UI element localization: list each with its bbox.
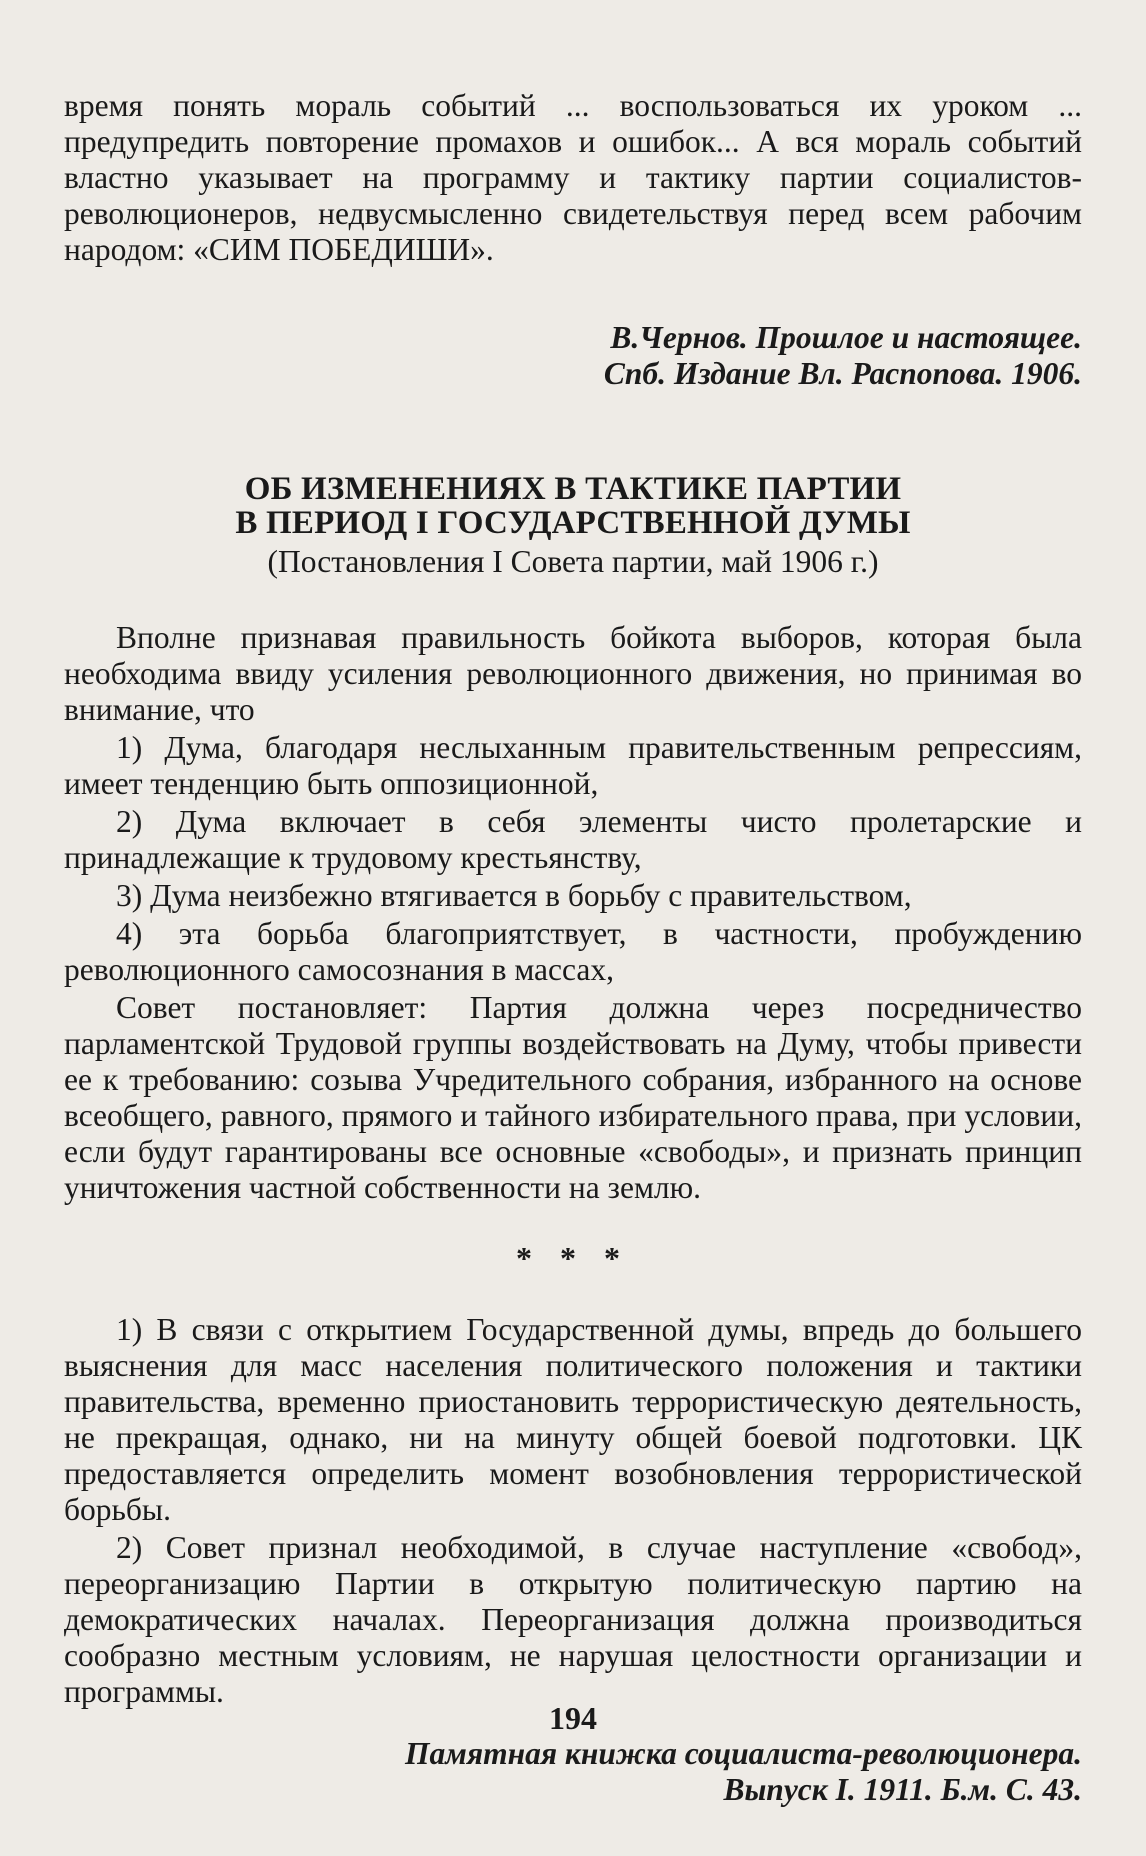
paragraph-after-2: 2) Совет признал необходимой, в случае наступление «свобод», переорганизацию Партии в открытую политическую партию на демократических началах. Переорганизация должна производиться сообразно местным условиям, не нарушая целостности организации и программы. — [64, 1530, 1082, 1709]
resolution-body — [64, 620, 1082, 1206]
paragraph-point-2: 2) Дума включает в себя элементы чисто пролетарские и принадлежащие к трудовому крестьянству, — [64, 804, 1082, 875]
paragraph-resolution: Совет постановляет: Партия должна через посредничество парламентской Трудовой группы воздействовать на Думу, чтобы привести ее к требованию: созыва Учредительного собрания, избранного на основе всеобщего, равного, прямого и тайного избирательного права, при условии, если будут гарантированы все основные «свободы», и признать принцип уничтожения частной собственности на землю. — [64, 990, 1082, 1205]
resolution-body-2 — [64, 1312, 1082, 1710]
section-subtitle: (Постановления I Совета партии, май 1906 г.) — [267, 544, 879, 579]
paragraph-point-3: 3) Дума неизбежно втягивается в борьбу с правительством, — [116, 878, 912, 913]
section-title-line-1: ОБ ИЗМЕНЕНИЯХ В ТАКТИКЕ ПАРТИИ — [244, 471, 902, 507]
paragraph-preamble: Вполне признавая правильность бойкота выборов, которая была необходима ввиду усиления революционного движения, но принимая во внимание, что — [64, 620, 1082, 727]
section-source-line-2: Выпуск I. 1911. Б.м. С. 43. — [723, 1772, 1082, 1807]
section-title-line-2: В ПЕРИОД I ГОСУДАРСТВЕННОЙ ДУМЫ — [235, 505, 911, 541]
paragraph-point-1: 1) Дума, благодаря неслыханным правительственным репрессиям, имеет тенденцию быть оппозиционной, — [64, 730, 1082, 801]
paragraph-point-4: 4) эта борьба благоприятствует, в частности, пробуждению революционного самосознания в массах, — [64, 916, 1082, 987]
section-title — [64, 472, 1082, 540]
page-number: 194 — [549, 1700, 597, 1736]
intro-source-line-2: Спб. Издание Вл. Распопова. 1906. — [603, 356, 1082, 391]
paragraph-after-1: 1) В связи с открытием Государственной думы, впредь до большего выяснения для масс населения политического положения и тактики правительства, временно приостановить террористическую деятельность, не прекращая, однако, ни на минуту общей боевой подготовки. ЦК предоставляется определить момент возобновления террористической борьбы. — [64, 1312, 1082, 1527]
intro-source — [64, 320, 1082, 392]
intro-paragraph: время понять мораль событий ... воспользоваться их уроком ... предупредить повторение промахов и ошибок... А вся мораль событий властно указывает на программу и тактику партии социалистов-революционеров, недвусмысленно свидетельствуя перед всем рабочим народом: «СИМ ПОБЕДИШИ». — [64, 88, 1082, 267]
section-source-line-1: Памятная книжка социалиста-революционера. — [405, 1736, 1082, 1771]
intro-source-line-1: В.Чернов. Прошлое и настоящее. — [610, 320, 1082, 355]
section-separator: * * * — [516, 1240, 630, 1276]
section-source — [64, 1736, 1082, 1808]
